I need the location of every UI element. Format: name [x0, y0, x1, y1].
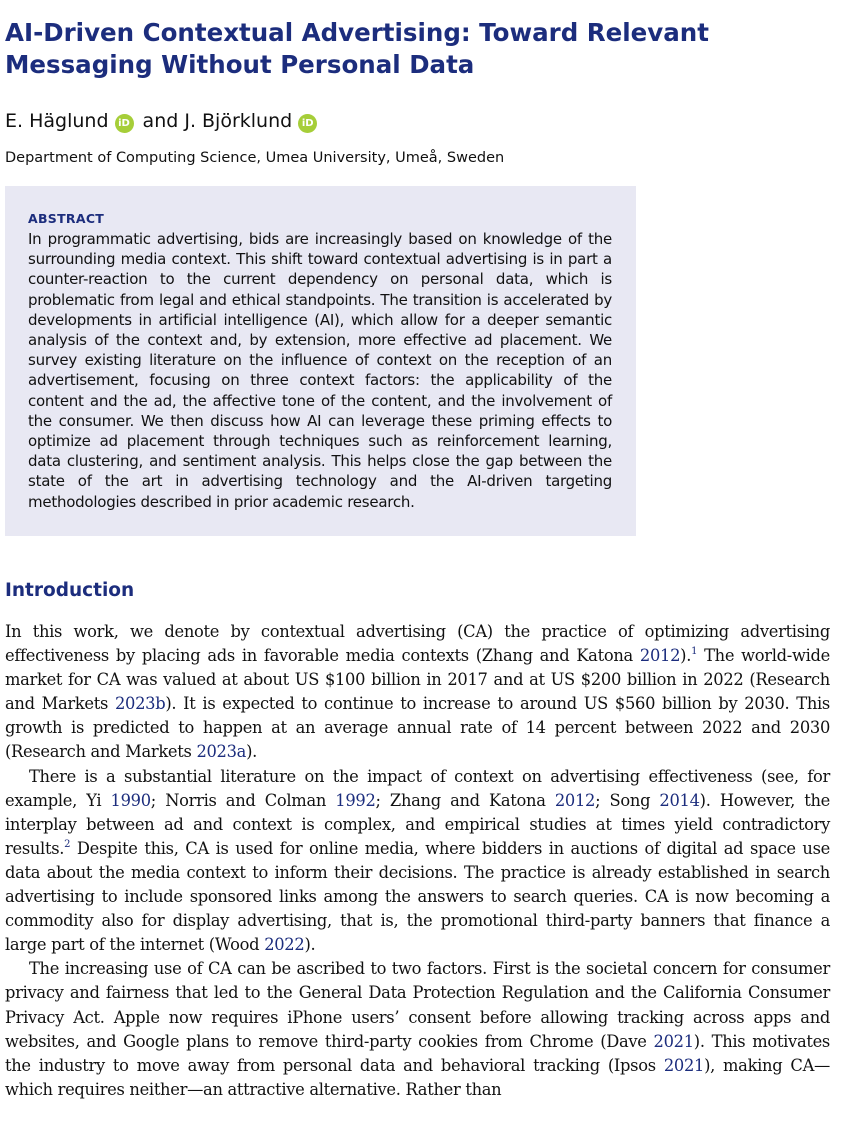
author-name: E. Häglund — [5, 110, 109, 132]
text-run: ). This motivates the industry to move away from personal data and behavioral tracking (Ipsos — [5, 1031, 830, 1075]
abstract-text: In programmatic advertising, bids are increasingly based on knowledge of the surrounding media context. This shift toward contextual advertising is in part a counter-reaction to the current dependency on personal data, which is problematic from legal and ethical standpoints. The transition is accelerated by developments in artificial intelligence (AI), which allow for a deeper semantic analysis of the context and, by extension, more effective ad placement. We survey existing literature on the influence of context on the reception of an advertisement, focusing on three context factors: the applicability of the content and the ad, the affective tone of the content, and the involvement of the consumer. We then discuss how AI can leverage these priming effects to optimize ad placement through techniques such as reinforcement learning, data clustering, and sentiment analysis. This helps close the gap between the state of the art in advertising technology and the AI-driven targeting methodologies described in prior academic research. — [28, 230, 612, 511]
text-run: ; Zhang and Katona — [375, 790, 555, 810]
text-run: ). — [246, 742, 258, 762]
introduction-body — [5, 620, 830, 1102]
author-conjunction: and — [142, 110, 179, 132]
text-run: Despite this, CA is used for online media, where bidders in auctions of digital ad space use data about the media context to inform their decisions. The practice is already established in search advertising to include sponsored links among the answers to search queries. CA is now becoming a commodity also for display advertising, that is, the promotional third-party banners that finance a large part of the internet (Wood — [5, 838, 830, 955]
abstract-box — [5, 186, 636, 536]
footnote-link[interactable]: 1 — [691, 646, 698, 658]
citation-link[interactable]: 2021 — [653, 1031, 694, 1051]
author-name: J. Björklund — [184, 110, 293, 132]
text-run: ; Norris and Colman — [150, 790, 336, 810]
author-line — [5, 107, 320, 135]
citation-link[interactable]: 2023a — [196, 742, 247, 762]
text-run: In this work, we denote by contextual advertising (CA) the practice of optimizing advertising effectiveness by placing ads in favorable media contexts (Zhang and Katona — [5, 622, 830, 666]
text-run: ). — [680, 646, 692, 666]
text-run: There is a substantial literature on the impact of context on advertising effectiveness (see, for example, Yi — [5, 766, 830, 810]
citation-link[interactable]: 2022 — [264, 935, 305, 955]
citation-link[interactable]: 2012 — [554, 790, 596, 810]
citation-link[interactable]: 2012 — [639, 646, 681, 666]
orcid-icon[interactable]: iD — [298, 114, 317, 133]
paragraph — [5, 765, 830, 958]
text-run: ). — [304, 935, 316, 955]
section-heading-introduction: Introduction — [5, 580, 135, 601]
citation-link[interactable]: 1992 — [335, 790, 376, 810]
text-run: ). It is expected to continue to increase to around US $560 billion by 2030. This growth is predicted to happen at an average annual rate of 14 percent between 2022 and 2030 (Research and Markets — [5, 694, 830, 762]
text-run: The world-wide market for CA was valued at about US $100 billion in 2017 and at US $200 billion in 2022 (Research and Markets — [5, 646, 830, 714]
affiliation: Department of Computing Science, Umea University, Umeå, Sweden — [5, 150, 505, 166]
abstract-heading: ABSTRACT — [28, 211, 105, 226]
paragraph — [5, 620, 830, 765]
citation-link[interactable]: 2021 — [663, 1055, 705, 1075]
paragraph — [5, 957, 830, 1102]
paper-title: AI-Driven Contextual Advertising: Toward Relevant Messaging Without Personal Data — [5, 18, 709, 79]
citation-link[interactable]: 2023b — [114, 694, 166, 714]
text-run: The increasing use of CA can be ascribed to two factors. First is the societal concern for consumer privacy and fairness that led to the General Data Protection Regulation and the California Consumer Privacy Act. Apple now requires iPhone users’ consent before allowing tracking across apps and websites, and Google plans to remove third-party cookies from Chrome (Dave — [5, 959, 830, 1051]
footnote-link[interactable]: 2 — [64, 838, 71, 850]
text-run: ). However, the interplay between ad and context is complex, and empirical studies at times yield contradictory results. — [5, 790, 830, 858]
text-run: ; Song — [595, 790, 660, 810]
text-run: ), making CA—which requires neither—an attractive alternative. Rather than — [5, 1055, 831, 1099]
citation-link[interactable]: 1990 — [110, 790, 151, 810]
orcid-icon[interactable]: iD — [115, 114, 134, 133]
citation-link[interactable]: 2014 — [659, 790, 700, 810]
